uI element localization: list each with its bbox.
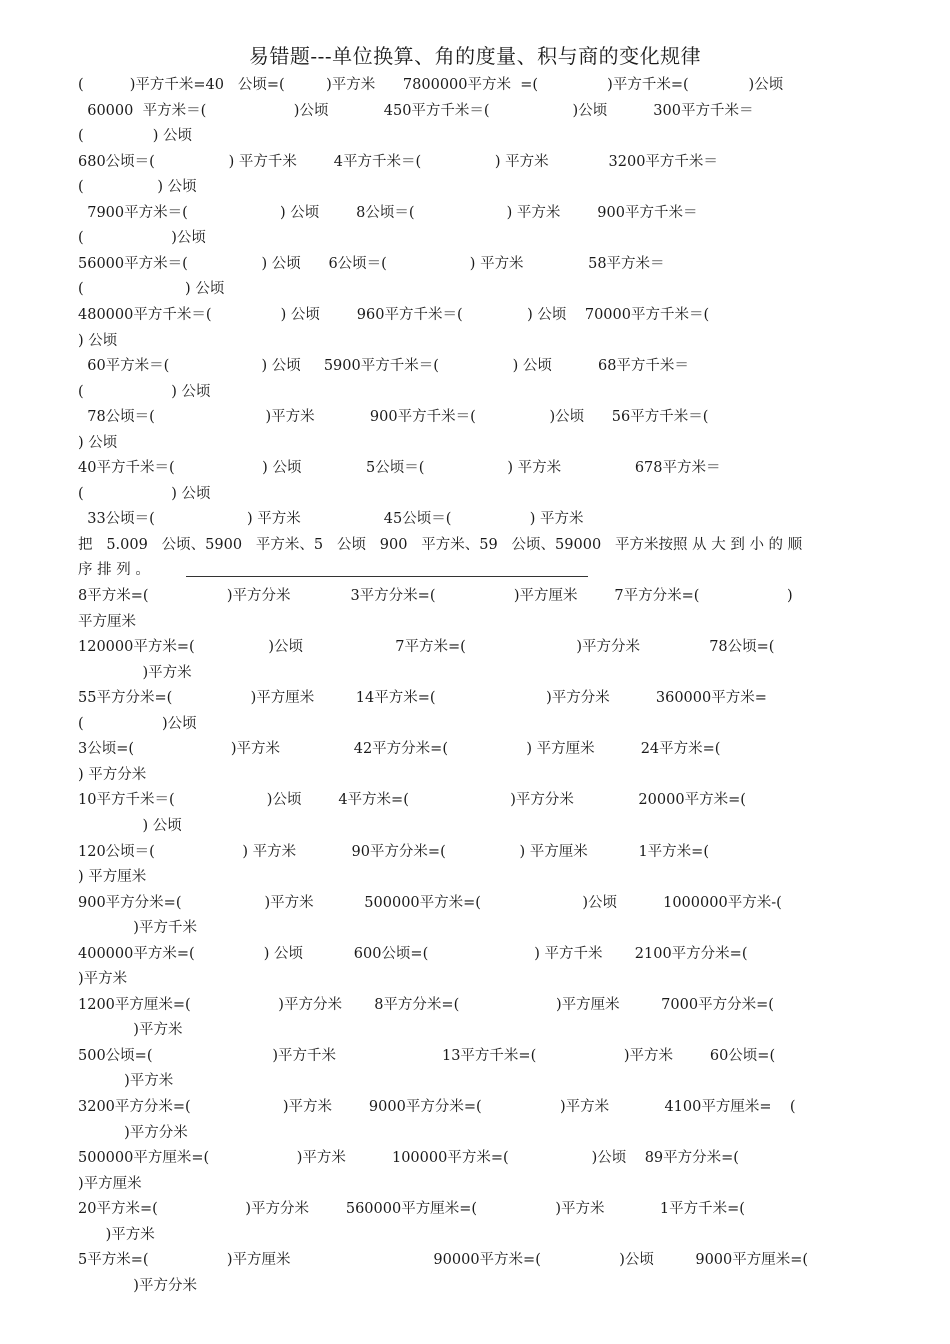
exercise-line: 3公顷=( )平方米 42平方分米=( ) 平方厘米 24平方米=( <box>78 741 721 758</box>
exercise-line: 120000平方米=( )公顷 7平方米=( )平方分米 78公顷=( <box>78 639 775 656</box>
exercise-line: 500公顷=( )平方千米 13平方千米=( )平方米 60公顷=( <box>78 1047 776 1064</box>
exercise-line: ) 平方分米 <box>78 766 147 783</box>
exercise-line: ) 公顷 <box>78 434 118 451</box>
exercise-line: )平方米 <box>78 1073 174 1090</box>
exercise-line: 10平方千米＝( )公顷 4平方米=( )平方分米 20000平方米=( <box>78 792 746 809</box>
exercise-line: 8平方米=( )平方分米 3平方分米=( )平方厘米 7平方分米=( ) <box>78 588 793 604</box>
exercise-line: 120公顷＝( ) 平方米 90平方分米=( ) 平方厘米 1平方米=( <box>78 843 709 860</box>
exercise-line: 把 5.009 公顷、5900 平方米、5 公顷 900 平方米、59 公顷、59000 平方米按照 从 大 到 小 的 顺 <box>78 536 803 553</box>
exercise-line: 1200平方厘米=( )平方分米 8平方分米=( )平方厘米 7000平方分米=( <box>78 996 774 1013</box>
exercise-line: )平方分米 <box>78 1124 188 1141</box>
exercise-line: ( )平方千米=40 公顷=( )平方米 7800000平方米 =( )平方千米=( )公顷 <box>78 77 784 93</box>
exercise-line: 33公顷＝( ) 平方米 45公顷＝( ) 平方米 <box>78 511 584 528</box>
exercise-line: ( )公顷 <box>78 230 206 247</box>
exercise-line: ) 公顷 <box>78 332 118 349</box>
exercise-line: 480000平方千米＝( ) 公顷 960平方千米＝( ) 公顷 70000平方千米＝( <box>78 306 710 323</box>
exercise-line: 55平方分米=( )平方厘米 14平方米=( )平方分米 360000平方米= <box>78 690 767 707</box>
exercise-line: 500000平方厘米=( )平方米 100000平方米=( )公顷 89平方分米=( <box>78 1150 739 1167</box>
exercise-line: ( ) 公顷 <box>78 179 197 196</box>
exercise-line: 20平方米=( )平方分米 560000平方厘米=( )平方米 1平方千米=( <box>78 1201 745 1218</box>
exercise-line: )平方米 <box>78 1022 183 1039</box>
exercise-line: )平方分米 <box>78 1277 197 1294</box>
exercise-line: ( ) 公顷 <box>78 128 193 145</box>
exercise-line: ( )公顷 <box>78 715 197 732</box>
exercise-line: 40平方千米＝( ) 公顷 5公顷＝( ) 平方米 678平方米＝ <box>78 460 721 477</box>
exercise-line: 60000 平方米＝( )公顷 450平方千米＝( )公顷 300平方千米＝ <box>78 102 754 119</box>
exercise-line: 60平方米＝( ) 公顷 5900平方千米＝( ) 公顷 68平方千米＝ <box>78 358 689 375</box>
exercise-line: )平方米 <box>78 664 192 681</box>
exercise-line: 400000平方米=( ) 公顷 600公顷=( ) 平方千米 2100平方分米=( <box>78 945 748 962</box>
exercise-line: 5平方米=( )平方厘米 90000平方米=( )公顷 9000平方厘米=( <box>78 1252 809 1269</box>
exercise-line: ( ) 公顷 <box>78 281 225 298</box>
exercise-line: )平方千米 <box>78 920 197 937</box>
exercise-line: )平方米 <box>78 971 128 988</box>
exercise-line: ( ) 公顷 <box>78 383 211 400</box>
exercise-line: ( ) 公顷 <box>78 485 211 502</box>
exercise-line: ) 平方厘米 <box>78 869 147 886</box>
exercise-line: 78公顷＝( )平方米 900平方千米＝( )公顷 56平方千米＝( <box>78 409 709 426</box>
page-title: 易错题---单位换算、角的度量、积与商的变化规律 <box>248 44 702 68</box>
exercise-line: 900平方分米=( )平方米 500000平方米=( )公顷 1000000平方米-( <box>78 894 782 911</box>
exercise-line: 7900平方米＝( ) 公顷 8公顷＝( ) 平方米 900平方千米＝ <box>78 204 698 221</box>
exercise-line: 56000平方米＝( ) 公顷 6公顷＝( ) 平方米 58平方米＝ <box>78 255 665 272</box>
exercise-line: 3200平方分米=( )平方米 9000平方分米=( )平方米 4100平方厘米= ( <box>78 1099 796 1115</box>
answer-blank-line <box>186 576 588 577</box>
exercise-line: )平方米 <box>78 1226 155 1243</box>
exercise-line: 平方厘米 <box>78 613 136 630</box>
exercise-line: ) 公顷 <box>78 817 182 834</box>
exercise-line: 序 排 列 。 <box>78 562 150 579</box>
exercise-line: )平方厘米 <box>78 1175 142 1192</box>
exercise-line: 680公顷＝( ) 平方千米 4平方千米＝( ) 平方米 3200平方千米＝ <box>78 153 718 170</box>
